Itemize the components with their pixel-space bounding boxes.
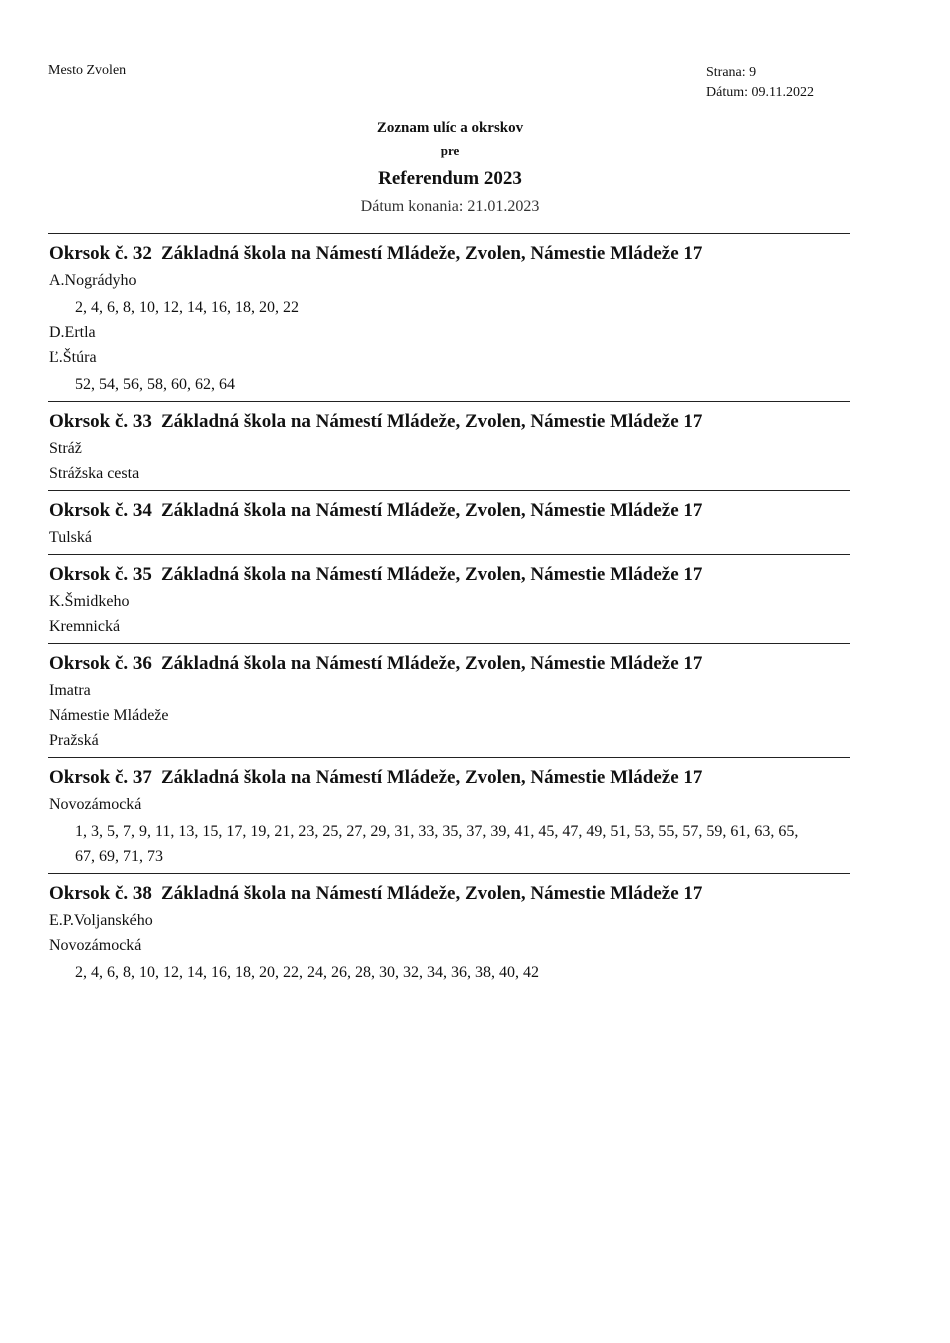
district-list [48,233,850,989]
district-section [48,490,850,554]
polling-station: Základná škola na Námestí Mládeže, Zvolen, Námestie Mládeže 17 [160,411,703,432]
district-number: Okrsok č. 35 [49,564,152,585]
polling-station: Základná škola na Námestí Mládeže, Zvolen, Námestie Mládeže 17 [160,767,703,788]
street-name: Novozámocká [49,796,142,813]
house-numbers: 2, 4, 6, 8, 10, 12, 14, 16, 18, 20, 22, 24, 26, 28, 30, 32, 34, 36, 38, 40, 42 [75,964,539,981]
street-name: Ľ.Štúra [49,349,97,366]
street-name: Stráž [49,440,82,457]
district-number: Okrsok č. 32 [49,243,152,264]
street-name: Kremnická [49,618,121,635]
street-name: Námestie Mládeže [49,707,169,724]
district-number: Okrsok č. 38 [49,883,152,904]
district-number: Okrsok č. 37 [49,767,152,788]
page-meta [706,63,814,103]
district-section [48,401,850,490]
print-date: Dátum: 09.11.2022 [706,85,814,100]
district-heading [49,880,850,908]
street-name: Imatra [49,682,91,699]
street-name: Strážska cesta [49,465,140,482]
district-section [48,233,850,401]
polling-station: Základná škola na Námestí Mládeže, Zvolen, Námestie Mládeže 17 [160,653,703,674]
street-name: D.Ertla [49,324,96,341]
street-name: A.Nográdyho [49,272,137,289]
district-heading [49,497,850,525]
house-numbers: 2, 4, 6, 8, 10, 12, 14, 16, 18, 20, 22 [75,299,299,316]
house-numbers: 1, 3, 5, 7, 9, 11, 13, 15, 17, 19, 21, 23, 25, 27, 29, 31, 33, 35, 37, 39, 41, 45, 47, 49, 51, 53, 55, 57, 59, 61, 63, 65, 67, 69, 71, 73 [75,823,799,865]
page-number: Strana: 9 [706,65,757,80]
district-heading [49,650,850,678]
district-heading [49,240,850,268]
street-name: Pražská [49,732,99,749]
district-section [48,757,850,873]
municipality-name: Mesto Zvolen [48,63,127,78]
street-name: E.P.Voljanského [49,912,153,929]
street-name: Tulská [49,529,92,546]
title-preposition: pre [440,143,460,158]
house-numbers: 52, 54, 56, 58, 60, 62, 64 [75,376,235,393]
district-heading [49,561,850,589]
polling-station: Základná škola na Námestí Mládeže, Zvolen, Námestie Mládeže 17 [160,500,703,521]
event-title: Referendum 2023 [378,168,522,189]
polling-station: Základná škola na Námestí Mládeže, Zvolen, Námestie Mládeže 17 [160,883,703,904]
document-title-block [0,117,900,219]
district-section [48,554,850,643]
street-name: K.Šmidkeho [49,593,130,610]
polling-station: Základná škola na Námestí Mládeže, Zvolen, Námestie Mládeže 17 [160,243,703,264]
district-number: Okrsok č. 33 [49,411,152,432]
district-heading [49,764,850,792]
district-heading [49,408,850,436]
polling-station: Základná škola na Námestí Mládeže, Zvolen, Námestie Mládeže 17 [160,564,703,585]
document-title: Zoznam ulíc a okrskov [376,120,524,136]
street-name: Novozámocká [49,937,142,954]
district-section [48,643,850,757]
district-number: Okrsok č. 36 [49,653,152,674]
district-section [48,873,850,989]
district-number: Okrsok č. 34 [49,500,152,521]
event-date: Dátum konania: 21.01.2023 [360,198,540,215]
